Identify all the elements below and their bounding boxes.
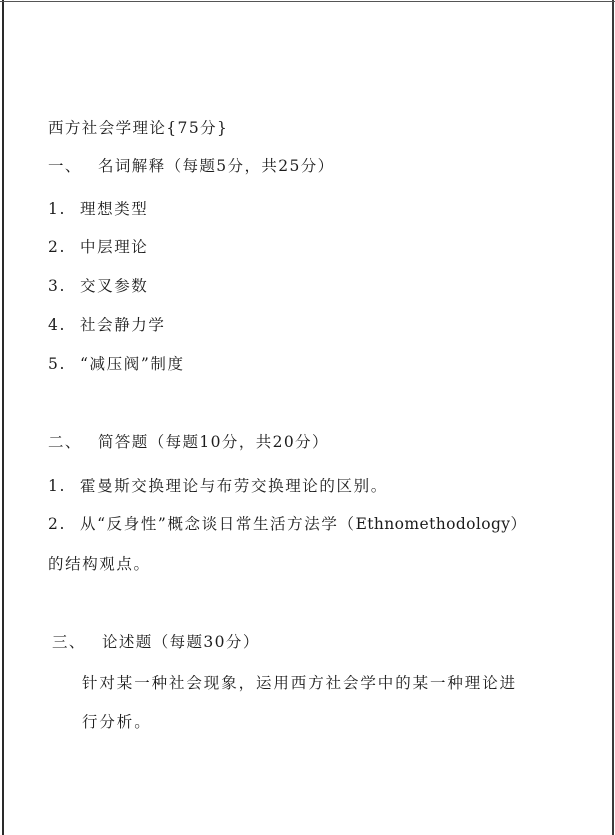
section-1-heading [48,156,335,176]
section-1-item-3 [48,276,148,296]
item-number: 5. [48,355,66,373]
page-edge-top [0,1,615,2]
item-text: “减压阀”制度 [80,355,185,373]
item-text: 理想类型 [80,200,149,218]
item-text-english: Ethnomethodology [355,515,511,533]
item-number: 4. [48,316,66,334]
section-2-item-1 [48,476,388,496]
item-text: 社会静力学 [80,316,166,334]
section-1-item-2 [48,237,148,257]
item-text: 霍曼斯交换理论与布劳交换理论的区别。 [80,477,388,495]
item-number: 2. [48,238,66,256]
exam-title: 西方社会学理论{75分} [48,119,229,137]
section-3-body-line-1: 针对某一种社会现象，运用西方社会学中的某一种理论进 [82,674,518,692]
section-2-title: 简答题（每题10分，共20分） [98,433,329,451]
item-text-close: ） [510,515,528,533]
item-number: 3. [48,277,66,295]
section-3-heading [52,632,260,652]
section-2-number: 二、 [48,433,82,451]
section-1-item-1 [48,199,148,219]
item-text: 从“反身性”概念谈日常生活方法学（ [80,515,356,533]
item-text: 交叉参数 [80,277,149,295]
section-1-title: 名词解释（每题5分，共25分） [98,157,335,175]
page-edge-right [612,0,614,835]
page-edge-left [2,0,4,835]
section-1-item-4 [48,315,166,335]
item-number: 2. [48,515,66,533]
section-3-body-line-2: 行分析。 [82,713,152,731]
section-1-item-5 [48,354,185,374]
item-number: 1. [48,200,66,218]
item-text: 中层理论 [80,238,149,256]
section-2-heading [48,432,329,452]
item-number: 1. [48,477,66,495]
section-1-number: 一、 [48,157,82,175]
section-2-item-2 [48,514,528,534]
section-3-title: 论述题（每题30分） [102,633,260,651]
section-3-number: 三、 [52,633,86,651]
section-2-item-2-continued: 的结构观点。 [48,555,151,573]
